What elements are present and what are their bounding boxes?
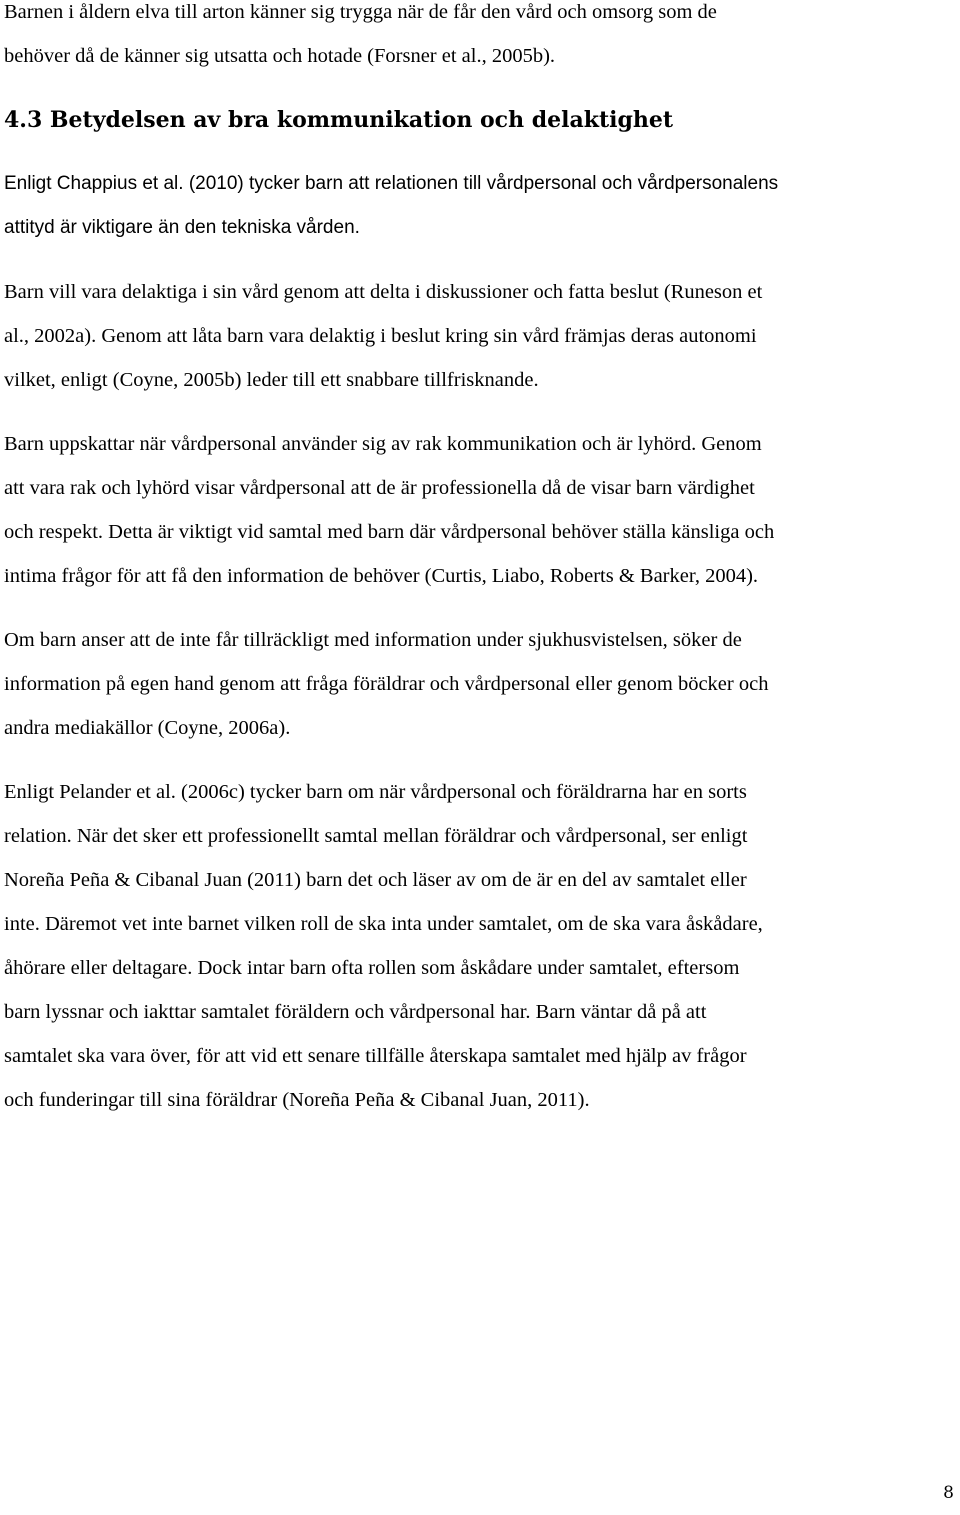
paragraph-delaktighet <box>4 270 954 402</box>
text-line: attityd är viktigare än den tekniska vården. <box>4 217 360 238</box>
text-line: vilket, enligt (Coyne, 2005b) leder till ett snabbare tillfrisknande. <box>4 369 539 391</box>
text-line: Barn uppskattar när vårdpersonal använder sig av rak kommunikation och är lyhörd. Genom <box>4 433 762 455</box>
text-line: och funderingar till sina föräldrar (Noreña Peña & Cibanal Juan, 2011). <box>4 1089 590 1111</box>
text-line: Enligt Chappius et al. (2010) tycker barn att relationen till vårdpersonal och vårdpersonalens <box>4 173 779 194</box>
text-line: information på egen hand genom att fråga föräldrar och vårdpersonal eller genom böcker och <box>4 673 769 695</box>
text-line: al., 2002a). Genom att låta barn vara delaktig i beslut kring sin vård främjas deras autonomi <box>4 325 757 347</box>
text-line: att vara rak och lyhörd visar vårdpersonal att de är professionella då de visar barn värdighet <box>4 477 755 499</box>
paragraph-kommunikation <box>4 422 954 598</box>
text-line: inte. Däremot vet inte barnet vilken roll de ska inta under samtalet, om de ska vara åskådare, <box>4 913 763 935</box>
text-line: Om barn anser att de inte får tillräckligt med information under sjukhusvistelsen, söker de <box>4 629 742 651</box>
text-line: relation. När det sker ett professionellt samtal mellan föräldrar och vårdpersonal, ser enligt <box>4 825 748 847</box>
intro-paragraph <box>4 0 954 78</box>
text-line: barn lyssnar och iakttar samtalet föräldern och vårdpersonal har. Barn väntar då på att <box>4 1001 707 1023</box>
text-line: åhörare eller deltagare. Dock intar barn ofta rollen som åskådare under samtalet, eftersom <box>4 957 740 979</box>
text-line: intima frågor för att få den information de behöver (Curtis, Liabo, Roberts & Barker, 2004). <box>4 565 759 587</box>
text-line: samtalet ska vara över, för att vid ett senare tillfälle återskapa samtalet med hjälp av frågor <box>4 1045 747 1067</box>
text-line: Barnen i åldern elva till arton känner sig trygga när de får den vård och omsorg som de <box>4 1 717 23</box>
page-number: 8 <box>943 1483 954 1503</box>
text-line: behöver då de känner sig utsatta och hotade (Forsner et al., 2005b). <box>4 45 556 67</box>
text-line: och respekt. Detta är viktigt vid samtal med barn där vårdpersonal behöver ställa känsliga och <box>4 521 775 543</box>
text-line: Enligt Pelander et al. (2006c) tycker barn om när vårdpersonal och föräldrarna har en sorts <box>4 781 747 803</box>
paragraph-information <box>4 618 954 750</box>
text-line: andra mediakällor (Coyne, 2006a). <box>4 717 291 739</box>
paragraph-chappius <box>4 162 954 250</box>
section-heading: 4.3 Betydelsen av bra kommunikation och delaktighet <box>4 107 674 133</box>
paragraph-pelander <box>4 770 954 1122</box>
text-line: Barn vill vara delaktiga i sin vård genom att delta i diskussioner och fatta beslut (Runeson et <box>4 281 763 303</box>
text-line: Noreña Peña & Cibanal Juan (2011) barn det och läser av om de är en del av samtalet eller <box>4 869 747 891</box>
